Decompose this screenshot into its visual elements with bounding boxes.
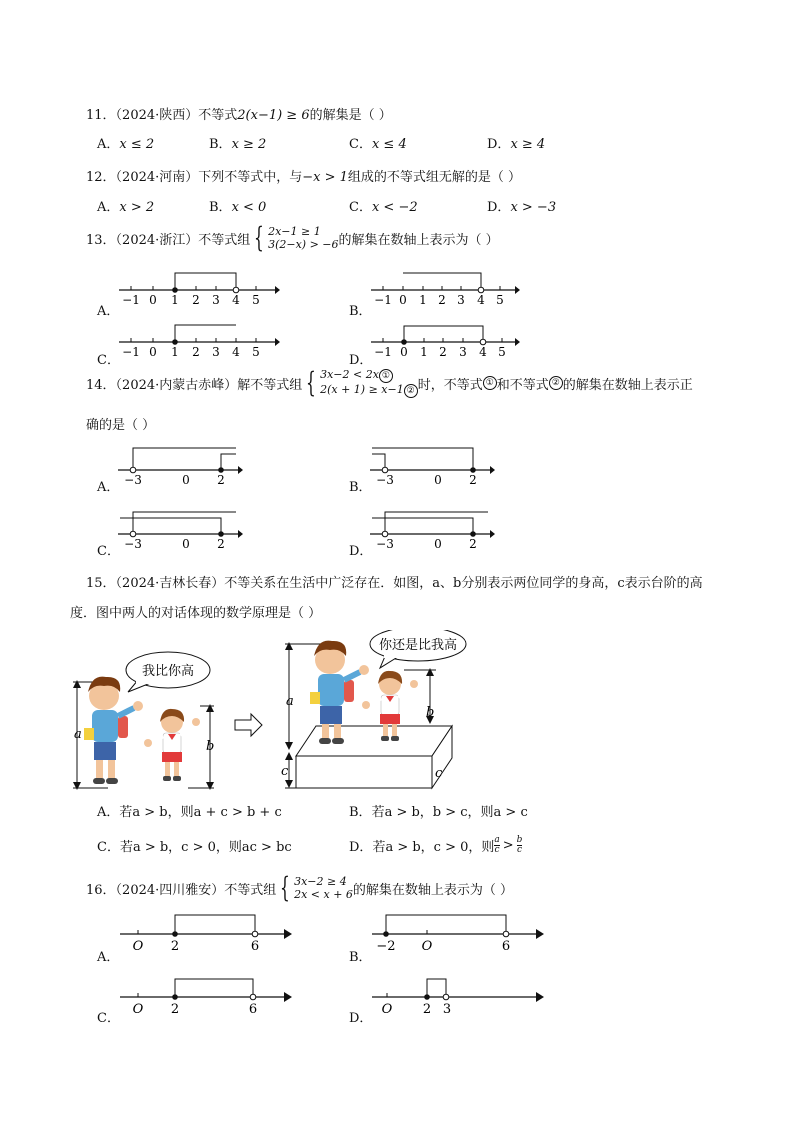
svg-text:2: 2 xyxy=(469,473,477,487)
arrow-icon xyxy=(515,286,520,294)
question-14 xyxy=(86,368,693,398)
origin-label: O xyxy=(421,939,433,954)
arrow-icon xyxy=(536,929,544,939)
q13-stem-end: 的解集在数轴上表示为（ ） xyxy=(338,232,499,248)
mark-1: ① xyxy=(483,376,497,390)
closed-dot xyxy=(172,287,178,293)
svg-text:0: 0 xyxy=(182,537,190,551)
svg-text:5: 5 xyxy=(252,345,260,359)
arrow-icon xyxy=(275,338,280,346)
arrow-icon xyxy=(490,466,495,474)
arrow-icon xyxy=(536,992,544,1002)
question-13 xyxy=(86,221,499,254)
open-dot xyxy=(382,467,388,473)
svg-text:−1: −1 xyxy=(122,293,140,307)
system-row: 2x−1 ≥ 1 xyxy=(268,225,321,238)
q11-option-c[interactable] xyxy=(349,133,407,152)
svg-text:3: 3 xyxy=(457,293,465,307)
svg-text:1: 1 xyxy=(420,345,428,359)
q12-option-c[interactable] xyxy=(349,196,418,215)
q13-stem: 13．（2024·浙江）不等式组 xyxy=(86,232,251,248)
transition-arrow-icon xyxy=(235,714,262,736)
brace-icon: { xyxy=(254,221,265,254)
q14-system xyxy=(302,368,417,398)
origin-label: O xyxy=(381,1002,393,1017)
option-label: A． xyxy=(97,805,120,820)
q14-label-a[interactable]: A． xyxy=(97,480,120,495)
arrow-icon xyxy=(284,992,292,1002)
svg-text:4: 4 xyxy=(477,293,485,307)
svg-text:−3: −3 xyxy=(124,537,142,551)
q16-label-d[interactable]: D． xyxy=(349,1011,373,1026)
svg-text:−1: −1 xyxy=(374,293,392,307)
q15-line2: 度．图中两人的对话体现的数学原理是（ ） xyxy=(70,606,322,621)
bubble-1-text: 我比你高 xyxy=(141,664,195,679)
svg-text:3: 3 xyxy=(212,345,220,359)
tick-labels xyxy=(376,473,477,487)
q15-illustration xyxy=(68,630,538,792)
closed-dot xyxy=(470,531,476,537)
svg-text:1: 1 xyxy=(419,293,427,307)
q13-label-d[interactable]: D． xyxy=(349,353,373,368)
open-dot xyxy=(480,339,486,345)
var-a-label: a xyxy=(74,727,82,742)
origin-label: O xyxy=(132,1002,144,1017)
bubble-2-text: 你还是比我高 xyxy=(378,638,458,653)
q14-stem-mid2: 和不等式 xyxy=(496,377,549,393)
open-dot xyxy=(503,931,509,937)
option-label: A． xyxy=(97,200,120,215)
q12-expr: −x > 1 xyxy=(302,170,348,185)
arrow-icon xyxy=(515,338,520,346)
svg-text:2: 2 xyxy=(192,345,200,359)
arrow-icon xyxy=(275,286,280,294)
svg-text:−3: −3 xyxy=(124,473,142,487)
option-text: 若a > b，则a + c > b + c xyxy=(119,805,282,820)
solution-bracket-1 xyxy=(372,448,473,470)
q16-label-b[interactable]: B． xyxy=(349,950,372,965)
q16-label-c[interactable]: C． xyxy=(97,1011,120,1026)
mark-2: ② xyxy=(404,384,418,398)
svg-text:5: 5 xyxy=(496,293,504,307)
q12-option-d[interactable] xyxy=(487,196,556,215)
boy-figure xyxy=(84,677,143,784)
open-dot xyxy=(382,531,388,537)
tick-labels xyxy=(122,345,260,359)
closed-dot xyxy=(401,339,407,345)
q14-label-b[interactable]: B． xyxy=(349,480,372,495)
option-label: B． xyxy=(349,805,372,820)
q13-numberline-d[interactable] xyxy=(367,318,532,362)
svg-text:5: 5 xyxy=(498,345,506,359)
option-label: C． xyxy=(97,840,120,855)
option-text: 若a > b，c > 0，则 xyxy=(372,840,495,855)
mark-1: ① xyxy=(379,369,393,383)
tick-labels xyxy=(374,293,504,307)
q16-numberline-d[interactable] xyxy=(370,970,550,1018)
tick-label: 6 xyxy=(501,939,511,954)
open-dot xyxy=(233,287,239,293)
option-label: C． xyxy=(349,200,372,215)
system-row: 2x < x + 6 xyxy=(294,888,353,901)
closed-dot xyxy=(218,467,224,473)
q15-option-a[interactable] xyxy=(97,801,282,820)
svg-text:0: 0 xyxy=(149,345,157,359)
svg-text:0: 0 xyxy=(400,345,408,359)
solution-box xyxy=(386,915,506,934)
q11-option-d[interactable] xyxy=(487,133,545,152)
q16-numberline-c[interactable] xyxy=(118,970,298,1018)
svg-text:4: 4 xyxy=(232,293,240,307)
origin-label: O xyxy=(132,939,144,954)
system-row: 3x−2 < 2x xyxy=(320,368,379,381)
q16-stem: 16．（2024·四川雅安）不等式组 xyxy=(86,882,277,898)
tick-labels xyxy=(124,537,225,551)
option-text: x > −3 xyxy=(510,200,557,215)
brace-icon: { xyxy=(280,871,291,904)
fraction-b-over-c: $\frac{b}{c}$ xyxy=(516,835,523,855)
fraction-a-over-c: $\frac{a}{c}$ xyxy=(494,835,500,855)
q11-option-b[interactable] xyxy=(209,133,266,152)
q16-numberline-b[interactable] xyxy=(370,908,550,956)
option-text: x < −2 xyxy=(371,200,418,215)
solution-bracket-2 xyxy=(221,454,236,470)
ticks xyxy=(131,338,256,342)
option-label: D． xyxy=(487,200,511,215)
open-dot xyxy=(250,994,256,1000)
q14-numberline-a[interactable] xyxy=(116,440,246,488)
tick-labels xyxy=(374,345,506,359)
q14-label-d[interactable]: D． xyxy=(349,544,373,559)
q12-stem: 12．（2024·河南）下列不等式中，与 xyxy=(86,170,303,185)
q13-system xyxy=(250,221,339,254)
tick-label: 2 xyxy=(170,1002,180,1017)
svg-text:2: 2 xyxy=(192,293,200,307)
q11-option-a[interactable] xyxy=(97,133,154,152)
option-text: x ≤ 4 xyxy=(371,137,407,152)
q15-option-d[interactable]: D． 若a > b，c > 0，则 $\frac{a}{c}$ > $\frac{b}{c}$ xyxy=(349,835,523,855)
open-dot xyxy=(478,287,484,293)
svg-text:2: 2 xyxy=(438,293,446,307)
solution-bracket xyxy=(175,325,236,342)
solution-box xyxy=(175,979,253,997)
q11-expr: 2(x−1) ≥ 6 xyxy=(237,108,310,123)
svg-text:−1: −1 xyxy=(374,345,392,359)
svg-text:2: 2 xyxy=(217,537,225,551)
tick-label: 3 xyxy=(442,1002,452,1017)
svg-text:2: 2 xyxy=(439,345,447,359)
option-label: A． xyxy=(97,137,120,152)
left-scene xyxy=(73,652,214,790)
arrow-icon xyxy=(490,530,495,538)
solution-box xyxy=(175,915,255,934)
svg-text:−3: −3 xyxy=(376,473,394,487)
option-label: D． xyxy=(349,840,373,855)
q13-numberline-c[interactable] xyxy=(115,318,280,362)
var-c-label: c xyxy=(281,764,289,779)
svg-text:1: 1 xyxy=(171,293,179,307)
open-dot xyxy=(252,931,258,937)
var-c-label: c xyxy=(435,766,443,781)
solution-box xyxy=(427,979,446,997)
arrow-icon xyxy=(238,466,243,474)
option-label: D． xyxy=(487,137,511,152)
var-b-label: b xyxy=(206,739,215,754)
option-text: x ≥ 2 xyxy=(231,137,267,152)
svg-text:3: 3 xyxy=(212,293,220,307)
q13-label-c[interactable]: C． xyxy=(97,353,120,368)
q16-numberline-a[interactable] xyxy=(118,908,298,956)
q13-numberline-a[interactable] xyxy=(115,266,280,310)
closed-dot xyxy=(424,994,430,1000)
option-text: x ≥ 4 xyxy=(510,137,546,152)
q11-stem: 11．（2024·陕西）不等式 xyxy=(86,108,238,123)
closed-dot xyxy=(172,339,178,345)
tick-labels xyxy=(376,537,477,551)
var-b-label: b xyxy=(426,705,435,720)
option-label: B． xyxy=(209,200,232,215)
open-dot xyxy=(443,994,449,1000)
system-row: 2(x + 1) ≥ x−1 xyxy=(320,383,404,396)
tick-label: 6 xyxy=(248,1002,258,1017)
q15-option-b[interactable] xyxy=(349,801,528,820)
closed-dot xyxy=(172,931,178,937)
question-16 xyxy=(86,871,514,904)
closed-dot xyxy=(218,531,224,537)
closed-dot xyxy=(172,994,178,1000)
tick-label: 2 xyxy=(170,939,180,954)
q16-system xyxy=(276,871,353,904)
tick-labels xyxy=(122,293,260,307)
q16-stem-end: 的解集在数轴上表示为（ ） xyxy=(352,882,514,898)
right-scene xyxy=(281,630,466,788)
q14-stem-end: 的解集在数轴上表示正 xyxy=(562,377,693,393)
solution-bracket xyxy=(175,273,236,290)
svg-text:4: 4 xyxy=(479,345,487,359)
q14-numberline-c[interactable] xyxy=(116,504,246,552)
option-label: C． xyxy=(349,137,372,152)
girl-figure xyxy=(144,709,200,781)
q14-numberline-b[interactable] xyxy=(368,440,498,488)
q14-numberline-d[interactable] xyxy=(368,504,498,552)
q14-label-c[interactable]: C． xyxy=(97,544,120,559)
step-box xyxy=(296,726,452,788)
q15-option-c[interactable] xyxy=(97,836,292,855)
svg-text:0: 0 xyxy=(149,293,157,307)
arrow-icon xyxy=(284,929,292,939)
svg-text:2: 2 xyxy=(217,473,225,487)
q11-stem-end: 的解集是（ ） xyxy=(309,108,392,123)
arrow-icon xyxy=(238,530,243,538)
option-text: 若a > b，b > c，则a > c xyxy=(371,805,528,820)
option-text: x ≤ 2 xyxy=(119,137,155,152)
question-12 xyxy=(86,166,521,185)
svg-text:−3: −3 xyxy=(376,537,394,551)
tick-label: 2 xyxy=(422,1002,432,1017)
closed-dot xyxy=(383,931,389,937)
option-text: 若a > b，c > 0，则ac > bc xyxy=(119,840,292,855)
svg-text:1: 1 xyxy=(171,345,179,359)
tick-labels xyxy=(124,473,225,487)
mark-2: ② xyxy=(549,376,563,390)
q13-numberline-b[interactable] xyxy=(367,266,532,310)
q15-line1: 15．（2024·吉林长春）不等关系在生活中广泛存在．如图，a、b分别表示两位同学的身高，c表示台阶的高 xyxy=(86,576,703,591)
open-dot xyxy=(130,467,136,473)
svg-text:3: 3 xyxy=(459,345,467,359)
svg-text:0: 0 xyxy=(434,473,442,487)
q12-option-b[interactable] xyxy=(209,196,266,215)
option-label: B． xyxy=(209,137,232,152)
question-11 xyxy=(86,104,392,123)
svg-text:−1: −1 xyxy=(122,345,140,359)
system-row: 3(2−x) > −6 xyxy=(268,238,339,251)
q13-label-a[interactable]: A． xyxy=(97,304,120,319)
open-dot xyxy=(130,531,136,537)
svg-text:2: 2 xyxy=(469,537,477,551)
q14-stem-mid: 时，不等式 xyxy=(417,377,483,393)
svg-text:4: 4 xyxy=(232,345,240,359)
q14-stem: 14．（2024·内蒙古赤峰）解不等式组 xyxy=(86,377,303,393)
svg-text:0: 0 xyxy=(182,473,190,487)
svg-text:0: 0 xyxy=(399,293,407,307)
option-text: x > 2 xyxy=(119,200,155,215)
q14-line2: 确的是（ ） xyxy=(86,418,156,433)
var-a-label: a xyxy=(286,694,294,709)
system-row: 3x−2 ≥ 4 xyxy=(294,875,347,888)
tick-label: 6 xyxy=(250,939,260,954)
q12-option-a[interactable] xyxy=(97,196,154,215)
brace-icon: { xyxy=(306,366,317,399)
closed-dot xyxy=(470,467,476,473)
tick-label: −2 xyxy=(376,939,396,954)
svg-text:5: 5 xyxy=(252,293,260,307)
q13-label-b[interactable]: B． xyxy=(349,304,372,319)
option-text: x < 0 xyxy=(231,200,267,215)
svg-text:0: 0 xyxy=(434,537,442,551)
q16-label-a[interactable]: A． xyxy=(97,950,120,965)
q12-stem-end: 组成的不等式组无解的是（ ） xyxy=(347,170,522,185)
